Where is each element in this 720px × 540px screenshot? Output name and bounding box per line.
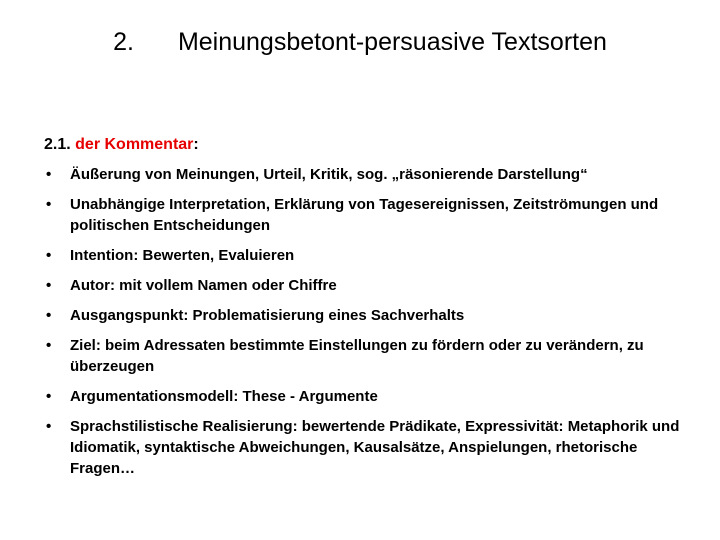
section-number: 2.1. (44, 136, 71, 153)
bullet-icon: • (46, 337, 52, 354)
slide-title (0, 24, 720, 60)
bullet-item (44, 335, 684, 377)
bullet-item (44, 194, 684, 236)
section-heading (44, 134, 199, 156)
bullet-text: Unabhängige Interpretation, Erklärung von Tagesereignissen, Zeitströmungen und politischen Entscheidungen (70, 196, 659, 234)
bullet-item (44, 305, 684, 326)
bullet-text: Ziel: beim Adressaten bestimmte Einstellungen zu fördern oder zu verändern, zu überzeugen (70, 337, 644, 375)
bullet-icon: • (46, 196, 52, 213)
bullet-text: Ausgangspunkt: Problematisierung eines Sachverhalts (70, 307, 465, 324)
bullet-item (44, 164, 684, 185)
bullet-icon: • (46, 388, 52, 405)
bullet-text: Argumentationsmodell: These - Argumente (70, 388, 378, 405)
bullet-icon: • (46, 166, 52, 183)
title-text: Meinungsbetont-persuasive Textsorten (177, 28, 607, 56)
bullet-icon: • (46, 247, 52, 264)
bullet-icon: • (46, 307, 52, 324)
bullet-text: Autor: mit vollem Namen oder Chiffre (70, 277, 337, 294)
bullet-icon: • (46, 277, 52, 294)
bullet-item (44, 386, 684, 407)
bullet-item (44, 275, 684, 296)
bullet-text: Intention: Bewerten, Evaluieren (70, 247, 295, 264)
title-number: 2. (113, 28, 134, 56)
bullet-list (44, 164, 684, 488)
section-suffix: : (193, 136, 199, 153)
bullet-text: Äußerung von Meinungen, Urteil, Kritik, sog. „räsonierende Darstellung“ (70, 166, 588, 183)
section-name: der Kommentar (75, 136, 194, 153)
bullet-item (44, 245, 684, 266)
bullet-item (44, 416, 684, 479)
bullet-text: Sprachstilistische Realisierung: bewertende Prädikate, Expressivität: Metaphorik und Idiomatik, syntaktische Abweichungen, Kausalsätze, Anspielungen, rhetorische Fragen… (70, 418, 680, 477)
bullet-icon: • (46, 418, 52, 435)
